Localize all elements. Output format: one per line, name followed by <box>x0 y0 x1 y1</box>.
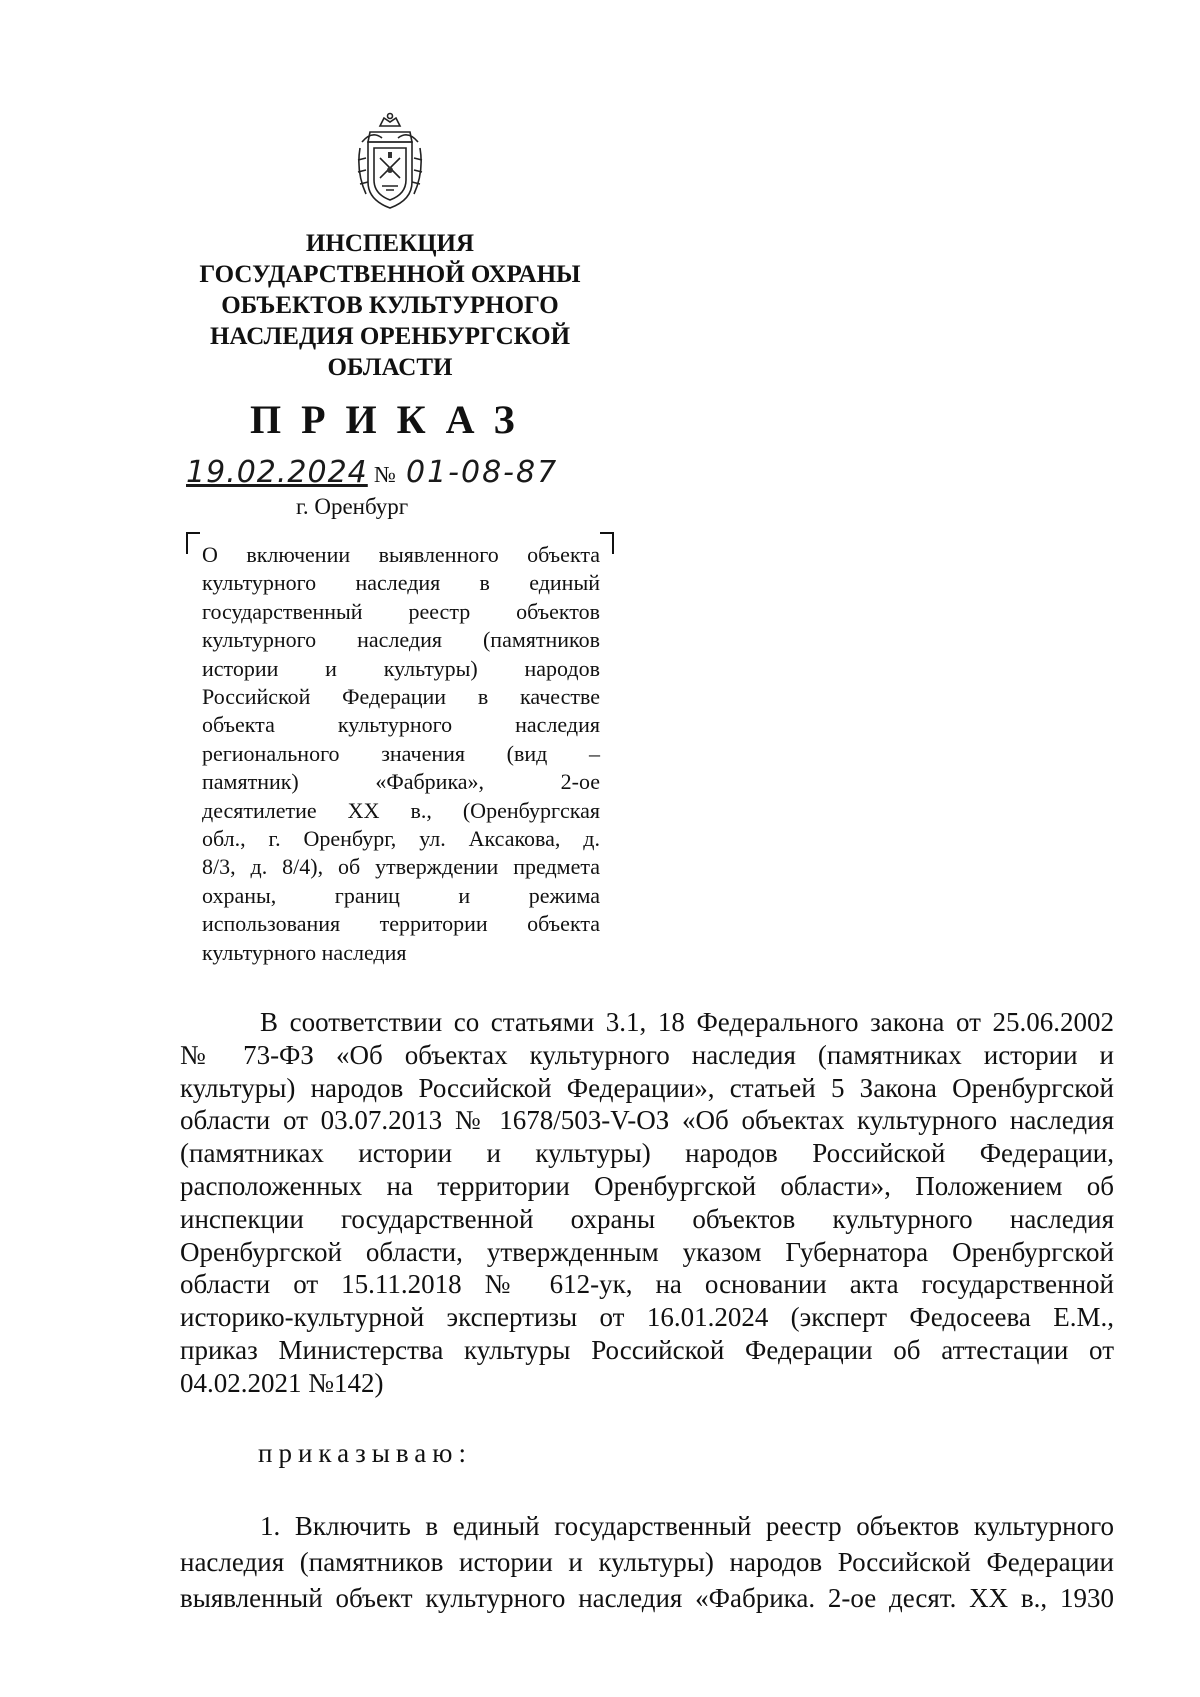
subject-line: регионального значения (вид – <box>202 740 600 766</box>
order-date: 19.02.2024 <box>186 455 368 490</box>
document-title: ПРИКАЗ <box>250 397 535 442</box>
preamble-line: 04.02.2021 №142) <box>180 1367 384 1398</box>
preamble-line: В соответствии со статьями 3.1, 18 Федерального закона от 25.06.2002 <box>260 1007 1114 1037</box>
subject-line: охраны, границ и режима <box>202 882 600 908</box>
agency-line: ИНСПЕКЦИЯ <box>305 230 475 257</box>
order-item-1 <box>180 1508 1114 1616</box>
preamble-paragraph <box>180 1006 1114 1400</box>
subject-bracket-right <box>600 532 614 554</box>
subject-line: культурного наследия в единый <box>202 570 600 596</box>
subject-line: Российской Федерации в качестве <box>202 684 600 710</box>
subject-line: десятилетие XX в., (Оренбургская <box>202 797 600 823</box>
agency-line: ОБЪЕКТОВ КУЛЬТУРНОГО <box>221 292 559 319</box>
preamble-line: Оренбургской области, утвержденным указом Губернатора Оренбургской <box>180 1236 1114 1267</box>
agency-line: ГОСУДАРСТВЕННОЙ ОХРАНЫ <box>199 261 581 288</box>
preamble-line: культуры) народов Российской Федерации», статьей 5 Закона Оренбургской <box>180 1072 1114 1103</box>
preamble-line: инспекции государственной охраны объектов культурного наследия <box>180 1203 1114 1234</box>
subject-line: использования территории объекта <box>202 911 600 937</box>
agency-line: ОБЛАСТИ <box>327 354 453 381</box>
item-line: выявленный объект культурного наследия «Фабрика. 2-ое десят. XX в., 1930 <box>180 1583 1114 1613</box>
order-subject <box>202 541 600 967</box>
order-directive: приказываю: <box>258 1438 472 1468</box>
preamble-line: области от 15.11.2018 № 612-ук, на основании акта государственной <box>180 1269 1114 1300</box>
subject-line: объекта культурного наследия <box>202 712 600 738</box>
subject-line: обл., г. Оренбург, ул. Аксакова, д. <box>202 826 600 852</box>
subject-bracket-left <box>186 532 200 554</box>
subject-line: 8/3, д. 8/4), об утверждении предмета <box>202 854 600 880</box>
preamble-line: области от 03.07.2013 № 1678/503-V-ОЗ «Об объектах культурного наследия <box>180 1105 1114 1136</box>
preamble-line: расположенных на территории Оренбургской области», Положением об <box>180 1170 1114 1201</box>
order-number-label: № <box>374 462 396 487</box>
preamble-line: историко-культурной экспертизы от 16.01.2024 (эксперт Федосеева Е.М., <box>180 1302 1114 1333</box>
order-number: 01-08-87 <box>406 455 559 490</box>
preamble-line: (памятниках истории и культуры) народов Российской Федерации, <box>180 1138 1114 1169</box>
preamble-line: приказ Министерства культуры Российской Федерации об аттестации от <box>180 1334 1114 1365</box>
preamble-line: № 73-ФЗ «Об объектах культурного наследия (памятниках истории и <box>180 1039 1114 1070</box>
subject-line: государственный реестр объектов <box>202 598 600 624</box>
order-city: г. Оренбург <box>296 494 409 519</box>
item-line: наследия (памятников истории и культуры) народов Российской Федерации <box>180 1547 1114 1577</box>
subject-line: культурного наследия (памятников <box>202 627 600 653</box>
item-line: 1. Включить в единый государственный реестр объектов культурного <box>260 1511 1114 1541</box>
issuing-agency <box>170 228 610 383</box>
coat-of-arms-icon <box>352 112 428 212</box>
subject-line: культурного наследия <box>202 939 407 965</box>
agency-line: НАСЛЕДИЯ ОРЕНБУРГСКОЙ <box>209 323 571 350</box>
subject-line: истории и культуры) народов <box>202 655 600 681</box>
subject-line: памятник) «Фабрика», 2-ое <box>202 769 600 795</box>
subject-line: О включении выявленного объекта <box>202 542 600 567</box>
